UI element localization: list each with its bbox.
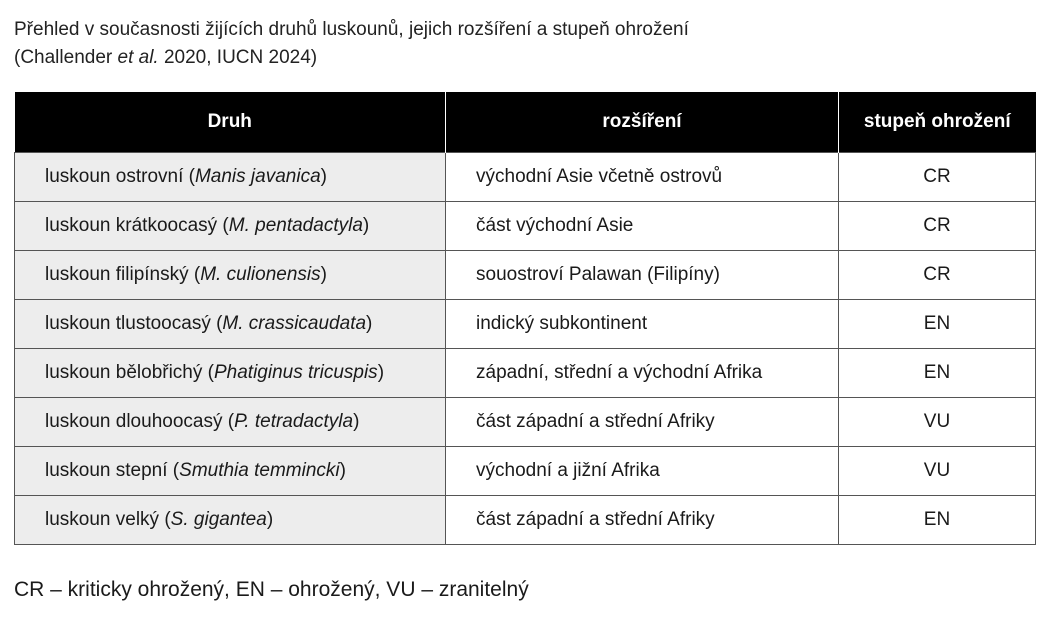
- table-caption: [14, 16, 1014, 72]
- latin-name: M. crassicaudata: [222, 313, 367, 334]
- species-name-cell: luskoun krátkoocasý (M. pentadactyla): [15, 202, 446, 251]
- status-cell: VU: [839, 398, 1036, 447]
- latin-name: M. pentadactyla: [228, 215, 363, 236]
- range-cell: západní, střední a východní Afrika: [446, 349, 839, 398]
- range-cell: část západní a střední Afriky: [446, 398, 839, 447]
- header-range: rozšíření: [446, 92, 839, 153]
- citation-etal: et al.: [117, 47, 159, 68]
- status-cell: EN: [839, 496, 1036, 545]
- species-table: [14, 92, 1036, 545]
- table-row: [15, 447, 1036, 496]
- species-name-cell: luskoun stepní (Smuthia temmincki): [15, 447, 446, 496]
- species-name-cell: luskoun dlouhoocasý (P. tetradactyla): [15, 398, 446, 447]
- table-row: [15, 300, 1036, 349]
- range-cell: východní Asie včetně ostrovů: [446, 153, 839, 202]
- table-row: [15, 202, 1036, 251]
- status-cell: CR: [839, 251, 1036, 300]
- species-name-cell: luskoun filipínský (M. culionensis): [15, 251, 446, 300]
- table-row: [15, 153, 1036, 202]
- range-cell: část východní Asie: [446, 202, 839, 251]
- status-cell: VU: [839, 447, 1036, 496]
- status-cell: EN: [839, 349, 1036, 398]
- header-status: stupeň ohrožení: [839, 92, 1036, 153]
- status-legend: CR – kriticky ohrožený, EN – ohrožený, VU – zranitelný: [14, 578, 529, 601]
- citation-rest: 2020, IUCN 2024): [158, 47, 318, 68]
- species-name-cell: luskoun tlustoocasý (M. crassicaudata): [15, 300, 446, 349]
- latin-name: S. gigantea: [170, 509, 267, 530]
- status-cell: EN: [839, 300, 1036, 349]
- range-cell: souostroví Palawan (Filipíny): [446, 251, 839, 300]
- range-cell: východní a jižní Afrika: [446, 447, 839, 496]
- latin-name: Phatiginus tricuspis: [213, 362, 378, 383]
- latin-name: Smuthia temmincki: [179, 460, 340, 481]
- table-row: [15, 349, 1036, 398]
- species-name-cell: luskoun ostrovní (Manis javanica): [15, 153, 446, 202]
- species-name-cell: luskoun bělobřichý (Phatiginus tricuspis): [15, 349, 446, 398]
- caption-citation: [14, 44, 1014, 72]
- table-row: [15, 251, 1036, 300]
- species-name-cell: luskoun velký (S. gigantea): [15, 496, 446, 545]
- table-header-row: [15, 92, 1036, 153]
- latin-name: P. tetradactyla: [234, 411, 354, 432]
- range-cell: část západní a střední Afriky: [446, 496, 839, 545]
- header-species: Druh: [15, 92, 446, 153]
- status-cell: CR: [839, 202, 1036, 251]
- range-cell: indický subkontinent: [446, 300, 839, 349]
- table-row: [15, 398, 1036, 447]
- latin-name: Manis javanica: [194, 166, 321, 187]
- status-cell: CR: [839, 153, 1036, 202]
- latin-name: M. culionensis: [200, 264, 321, 285]
- caption-title: Přehled v současnosti žijících druhů luskounů, jejich rozšíření a stupeň ohrožení: [14, 19, 689, 40]
- citation-open: (Challender: [14, 47, 118, 68]
- table-row: [15, 496, 1036, 545]
